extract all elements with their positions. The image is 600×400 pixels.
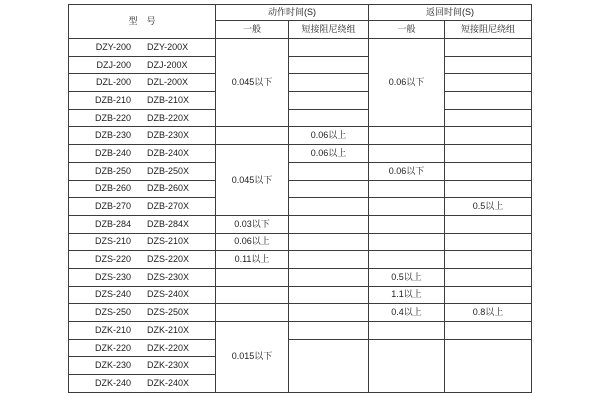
return-general-cell — [369, 198, 445, 216]
return-general-cell: 0.5以上 — [369, 268, 445, 286]
table-row — [69, 39, 532, 57]
model-name: DZB-284 — [94, 218, 131, 229]
header-return-time: 返回时间(S) — [369, 5, 532, 21]
action-short-cell — [289, 180, 369, 198]
model-name: DZB-250 — [94, 165, 131, 176]
model-name: DZJ-200X — [147, 59, 188, 70]
model-cell — [69, 145, 216, 163]
table-header — [69, 5, 532, 39]
return-short-cell — [445, 162, 532, 180]
model-name: DZL-200X — [146, 77, 189, 88]
return-general-cell: 0.06以下 — [369, 39, 445, 127]
model-name: DZB-240X — [146, 147, 190, 158]
action-general-cell: 0.045以下 — [216, 145, 289, 216]
model-cell — [69, 198, 216, 216]
table-row — [69, 162, 532, 180]
action-general-cell — [216, 127, 289, 145]
table-row — [69, 286, 532, 304]
action-short-cell — [289, 339, 369, 392]
return-general-cell — [369, 233, 445, 251]
model-cell — [69, 127, 216, 145]
model-name: DZS-250X — [146, 307, 190, 318]
action-general-cell: 0.045以下 — [216, 39, 289, 127]
return-general-cell — [369, 322, 445, 340]
action-short-cell — [289, 268, 369, 286]
model-cell — [69, 56, 216, 74]
return-short-cell — [445, 74, 532, 92]
return-short-cell: 0.8以上 — [445, 304, 532, 322]
return-general-cell — [369, 251, 445, 269]
action-general-cell: 0.015以下 — [216, 322, 289, 393]
model-name: DZK-240X — [146, 377, 190, 388]
model-cell — [69, 180, 216, 198]
action-general-cell — [216, 268, 289, 286]
table-body — [69, 39, 532, 393]
table-row — [69, 145, 532, 163]
header-action-short-damping: 短接阻尼绕组 — [289, 21, 369, 39]
model-cell — [69, 215, 216, 233]
model-name: DZK-210X — [146, 324, 190, 335]
return-short-cell — [445, 286, 532, 304]
model-name: DZB-250X — [146, 165, 190, 176]
model-name: DZB-270 — [94, 201, 131, 212]
model-name: DZS-210 — [94, 236, 131, 247]
model-name: DZB-260X — [146, 183, 190, 194]
model-name: DZB-220X — [146, 112, 190, 123]
model-name: DZB-230X — [146, 130, 190, 141]
model-name: DZS-240X — [146, 289, 190, 300]
return-general-cell — [369, 145, 445, 163]
action-general-cell — [216, 304, 289, 322]
model-cell — [69, 286, 216, 304]
model-name: DZK-220 — [94, 342, 131, 353]
model-name: DZS-250 — [94, 307, 131, 318]
header-return-short-damping: 短接阻尼绕组 — [445, 21, 532, 39]
model-name: DZY-200X — [146, 41, 189, 52]
model-name: DZK-220X — [146, 342, 190, 353]
model-name: DZB-270X — [146, 201, 190, 212]
action-short-cell: 0.06以上 — [289, 127, 369, 145]
model-cell — [69, 357, 216, 375]
return-short-cell — [445, 39, 532, 57]
return-general-cell: 0.4以上 — [369, 304, 445, 322]
return-general-cell: 0.06以下 — [369, 162, 445, 180]
model-cell — [69, 92, 216, 110]
table-row — [69, 109, 532, 127]
header-action-time: 动作时间(S) — [216, 5, 369, 21]
action-short-cell — [289, 109, 369, 127]
model-name: DZK-230 — [94, 360, 131, 371]
header-action-general: 一般 — [216, 21, 289, 39]
model-cell — [69, 39, 216, 57]
header-row-groups — [69, 5, 532, 21]
model-cell — [69, 233, 216, 251]
return-short-cell — [445, 127, 532, 145]
model-cell — [69, 322, 216, 340]
action-general-cell — [216, 286, 289, 304]
return-general-cell — [369, 215, 445, 233]
action-general-cell: 0.11以上 — [216, 251, 289, 269]
return-short-cell — [445, 268, 532, 286]
table-row — [69, 268, 532, 286]
model-cell — [69, 109, 216, 127]
model-name: DZK-210 — [94, 324, 131, 335]
action-general-cell: 0.06以上 — [216, 233, 289, 251]
action-short-cell — [289, 233, 369, 251]
model-name: DZS-240 — [94, 289, 131, 300]
return-short-cell — [445, 215, 532, 233]
table-row — [69, 56, 532, 74]
model-name: DZB-240 — [94, 147, 131, 158]
return-short-cell — [445, 322, 532, 340]
action-short-cell — [289, 215, 369, 233]
model-name: DZS-210X — [146, 236, 190, 247]
return-short-cell — [445, 180, 532, 198]
model-cell — [69, 162, 216, 180]
return-short-cell — [445, 339, 532, 392]
return-short-cell — [445, 109, 532, 127]
model-name: DZB-210X — [146, 94, 190, 105]
header-return-general: 一般 — [369, 21, 445, 39]
return-short-cell: 0.5以上 — [445, 198, 532, 216]
header-model: 型 号 — [69, 5, 216, 39]
action-short-cell — [289, 92, 369, 110]
action-short-cell — [289, 286, 369, 304]
action-short-cell — [289, 304, 369, 322]
return-general-cell — [369, 339, 445, 392]
table-row — [69, 92, 532, 110]
model-cell — [69, 251, 216, 269]
table-row — [69, 322, 532, 340]
model-name: DZB-230 — [94, 130, 131, 141]
model-cell — [69, 339, 216, 357]
action-short-cell — [289, 39, 369, 57]
action-short-cell — [289, 322, 369, 340]
action-general-cell: 0.03以下 — [216, 215, 289, 233]
action-short-cell — [289, 74, 369, 92]
model-cell — [69, 375, 216, 393]
model-name: DZB-220 — [94, 112, 131, 123]
table-row — [69, 233, 532, 251]
table-row — [69, 180, 532, 198]
model-name: DZS-230X — [146, 271, 190, 282]
spec-table — [68, 4, 532, 393]
table-row — [69, 339, 532, 357]
table-row — [69, 74, 532, 92]
model-name: DZS-220 — [94, 254, 131, 265]
model-name: DZK-230X — [146, 360, 190, 371]
model-name: DZB-210 — [94, 94, 131, 105]
return-general-cell: 1.1以上 — [369, 286, 445, 304]
model-name: DZS-220X — [146, 254, 190, 265]
table-row — [69, 198, 532, 216]
table-row — [69, 127, 532, 145]
return-short-cell — [445, 251, 532, 269]
action-short-cell — [289, 56, 369, 74]
table-row — [69, 251, 532, 269]
return-short-cell — [445, 92, 532, 110]
action-short-cell — [289, 251, 369, 269]
return-short-cell — [445, 145, 532, 163]
model-cell — [69, 268, 216, 286]
table-row — [69, 215, 532, 233]
model-name: DZL-200 — [95, 77, 131, 88]
model-name: DZY-200 — [95, 41, 131, 52]
model-cell — [69, 304, 216, 322]
return-general-cell — [369, 127, 445, 145]
action-short-cell — [289, 198, 369, 216]
model-name: DZS-230 — [94, 271, 131, 282]
return-general-cell — [369, 180, 445, 198]
model-name: DZJ-200 — [96, 59, 131, 70]
action-short-cell: 0.06以上 — [289, 145, 369, 163]
table-row — [69, 304, 532, 322]
return-short-cell — [445, 56, 532, 74]
model-name: DZB-284X — [146, 218, 190, 229]
model-cell — [69, 74, 216, 92]
action-short-cell — [289, 162, 369, 180]
model-name: DZB-260 — [94, 183, 131, 194]
model-name: DZK-240 — [94, 377, 131, 388]
return-short-cell — [445, 233, 532, 251]
